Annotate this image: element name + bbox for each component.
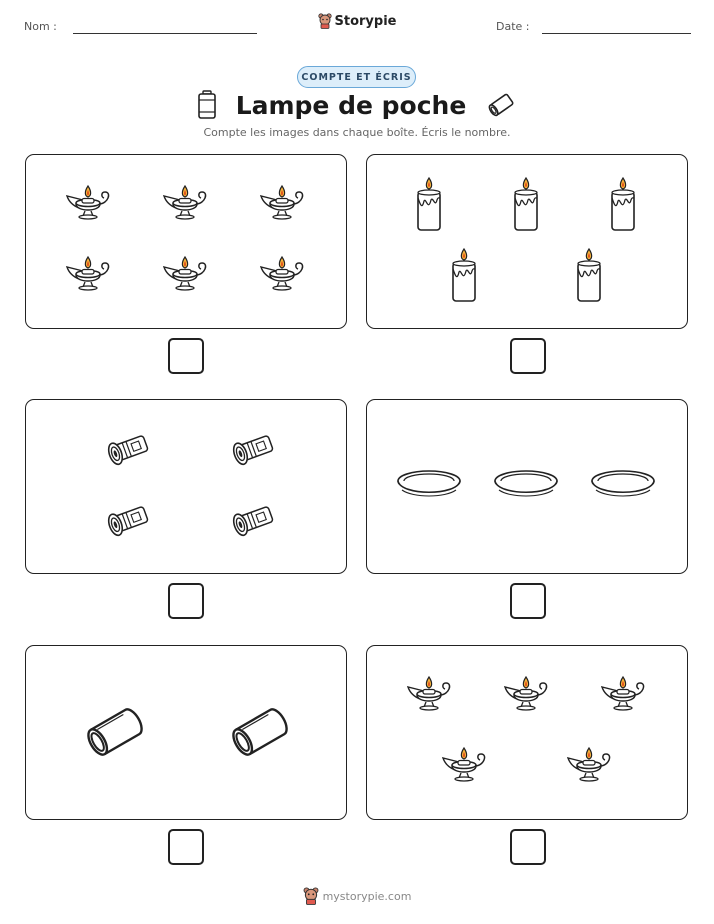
bowl-icon — [398, 471, 460, 496]
date-line[interactable] — [542, 33, 691, 34]
answer-box-1[interactable] — [168, 338, 204, 374]
bowl-icon — [592, 471, 654, 496]
count-box-1 — [25, 154, 347, 329]
oil-lamp-icon — [67, 257, 109, 290]
candle-icon — [612, 178, 634, 230]
activity-badge: COMPTE ET ÉCRIS — [297, 66, 416, 88]
title-row — [0, 90, 714, 120]
count-box-6 — [366, 645, 688, 820]
answer-box-2[interactable] — [510, 338, 546, 374]
tube-icon — [230, 706, 291, 757]
flashlight-icon — [106, 432, 149, 466]
oil-lamp-icon — [505, 677, 547, 710]
oil-lamp-icon — [261, 257, 303, 290]
battery-icon — [196, 90, 218, 120]
tube-icon — [85, 706, 146, 757]
answer-box-5[interactable] — [168, 829, 204, 865]
footer — [0, 887, 714, 905]
candle-icon — [418, 178, 440, 230]
oil-lamp-icon — [164, 257, 206, 290]
count-box-3 — [25, 399, 347, 574]
name-label: Nom : — [24, 20, 57, 33]
oil-lamp-icon — [261, 186, 303, 219]
oil-lamp-icon — [602, 677, 644, 710]
candle-icon — [578, 249, 600, 301]
bowl-icon — [495, 471, 557, 496]
name-line[interactable] — [73, 33, 257, 34]
footer-url: mystorypie.com — [322, 889, 412, 903]
storypie-logo-icon — [318, 13, 332, 29]
count-box-2 — [366, 154, 688, 329]
oil-lamp-icon — [67, 186, 109, 219]
answer-box-3[interactable] — [168, 583, 204, 619]
oil-lamp-icon — [443, 748, 485, 781]
answer-box-6[interactable] — [510, 829, 546, 865]
brand — [0, 13, 714, 33]
candle-icon — [453, 249, 475, 301]
date-label: Date : — [496, 20, 530, 33]
flashlight-tube-icon — [484, 92, 518, 118]
oil-lamp-icon — [568, 748, 610, 781]
count-box-4 — [366, 399, 688, 574]
brand-name: Storypie — [334, 13, 397, 29]
oil-lamp-icon — [164, 186, 206, 219]
oil-lamp-icon — [408, 677, 450, 710]
flashlight-icon — [231, 432, 274, 466]
flashlight-icon — [231, 503, 274, 537]
candle-icon — [515, 178, 537, 230]
page-title: Lampe de poche — [235, 90, 467, 120]
count-box-5 — [25, 645, 347, 820]
storypie-logo-icon — [303, 887, 319, 905]
flashlight-icon — [106, 503, 149, 537]
answer-box-4[interactable] — [510, 583, 546, 619]
instructions: Compte les images dans chaque boîte. Écris le nombre. — [203, 126, 511, 139]
